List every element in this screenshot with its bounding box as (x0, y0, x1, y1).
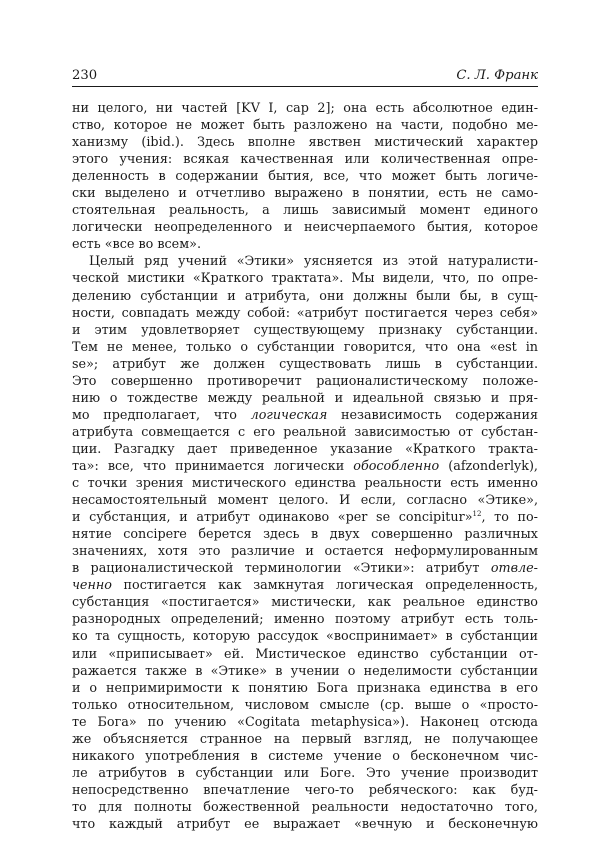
emphasis-word: обособленно (353, 458, 440, 474)
emphasis-word: отвле- (490, 561, 538, 577)
text-line: же объясняется странное на первый взгляд, не получающее (72, 731, 538, 747)
text-line: никакого употребления в системе учение о бесконечном чис- (72, 748, 538, 764)
text-run: мо предполагает, что (72, 407, 251, 423)
text-line: нию о тождестве между реальной и идеальной связью и пря- (72, 390, 538, 406)
text-run: , то по- (481, 510, 538, 526)
footnote-marker: 12 (472, 510, 482, 519)
text-line: и о непримиримости к понятию Бога признака единства в его (72, 680, 538, 696)
text-line: есть «все во всем». (72, 237, 201, 253)
text-line: ле атрибутов в субстанции или Боге. Это учение производит (72, 765, 538, 781)
page-header (72, 66, 538, 86)
text-line: ческой мистики «Краткого трактата». Мы видели, что, по опре- (72, 271, 538, 287)
text-line: Это совершенно противоречит рационалистическому положе- (72, 373, 538, 389)
text-line: разнородных определений; именно поэтому атрибут есть толь- (72, 612, 538, 628)
text-run: и субстанция, и атрибут одинаково «per se concipitur» (72, 510, 473, 526)
text-line (72, 560, 538, 577)
text-line: что каждый атрибут ее выражает «вечную и бесконечную (72, 816, 538, 832)
text-line: ражается также в «Этике» в учении о неделимости субстанции (72, 663, 538, 679)
text-line: значениях, хотя это различие и остается неформулированным (72, 544, 538, 560)
text-line: делению субстанции и атрибута, они должны были бы, в сущ- (72, 288, 538, 304)
emphasis-word: логическая (250, 407, 328, 423)
text-line: с точки зрения мистического единства реальности есть именно (72, 476, 538, 492)
text-line: стоятельная реальность, а лишь зависимый момент единого (72, 203, 538, 219)
text-line: Целый ряд учений «Этики» уясняется из этой натуралисти- (89, 254, 538, 270)
text-line (72, 458, 538, 475)
text-run: независимость содержания (327, 407, 538, 423)
text-line: ство, которое не может быть разложено на части, подобно ме- (72, 118, 538, 134)
text-line: субстанция «постигается» мистически, как реальное единство (72, 595, 538, 611)
text-line: ски выделено и отчетливо выражено в понятии, есть не само- (72, 186, 538, 202)
text-line: Тем не менее, только о субстанции говорится, что она «est in (72, 339, 538, 355)
text-line: атрибута совмещается с его реальной зависимостью от субстан- (72, 424, 538, 440)
header-rule (72, 86, 538, 87)
text-line: ханизму (ibid.). Здесь вполне явствен мистический характер (72, 135, 538, 151)
text-line: деленность в содержании бытия, все, что может быть логиче- (72, 169, 538, 185)
text-line: этого учения: всякая качественная или количественная опре- (72, 152, 538, 168)
text-run: постигается как замкнутая логическая определенность, (111, 578, 538, 594)
text-line: ни целого, ни частей [KV I, cap 2]; она есть абсолютное един- (72, 101, 538, 116)
page-number: 230 (72, 68, 98, 83)
text-line: то для полноты божественной реальности недостаточно того, (72, 799, 538, 815)
text-run: та»: все, что принимается логически (72, 458, 354, 474)
text-line (72, 509, 538, 526)
body-text (72, 100, 538, 833)
text-line: ции. Разгадку дает приведенное указание «Краткого тракта- (72, 441, 538, 457)
text-line: и этим удовлетворяет существующему признаку субстанции. (72, 322, 538, 338)
text-line: ко та сущность, которую рассудок «воспринимает» в субстанции (72, 629, 538, 645)
text-line: нятие concipere берется здесь в двух совершенно различных (72, 527, 538, 543)
emphasis-word: ченно (72, 578, 112, 594)
text-line: логически неопределенного и неисчерпаемого бытия, которое (72, 220, 538, 236)
text-line: несамостоятельный момент целого. И если, согласно «Этике», (72, 493, 538, 509)
text-run: в рационалистической терминологии «Этики»: атрибут (72, 561, 491, 577)
text-line: ности, совпадать между собой: «атрибут постигается через себя» (72, 305, 538, 321)
text-line: se»; атрибут же должен существовать лишь в субстанции. (72, 356, 538, 372)
running-head-author: С. Л. Франк (456, 68, 538, 83)
text-line (72, 577, 538, 594)
text-line: или «приписывает» ей. Мистическое единство субстанции от- (72, 646, 538, 662)
text-line: непосредственно впечатление чего-то ребяческого: как буд- (72, 782, 538, 798)
text-line: те Бога» по учению «Cogitata metaphysica»). Наконец отсюда (72, 714, 538, 730)
text-line (72, 407, 538, 424)
text-line: только относительном, числовом смысле (ср. выше о «просто- (72, 697, 538, 713)
text-run: (afzonderlyk), (439, 458, 538, 474)
